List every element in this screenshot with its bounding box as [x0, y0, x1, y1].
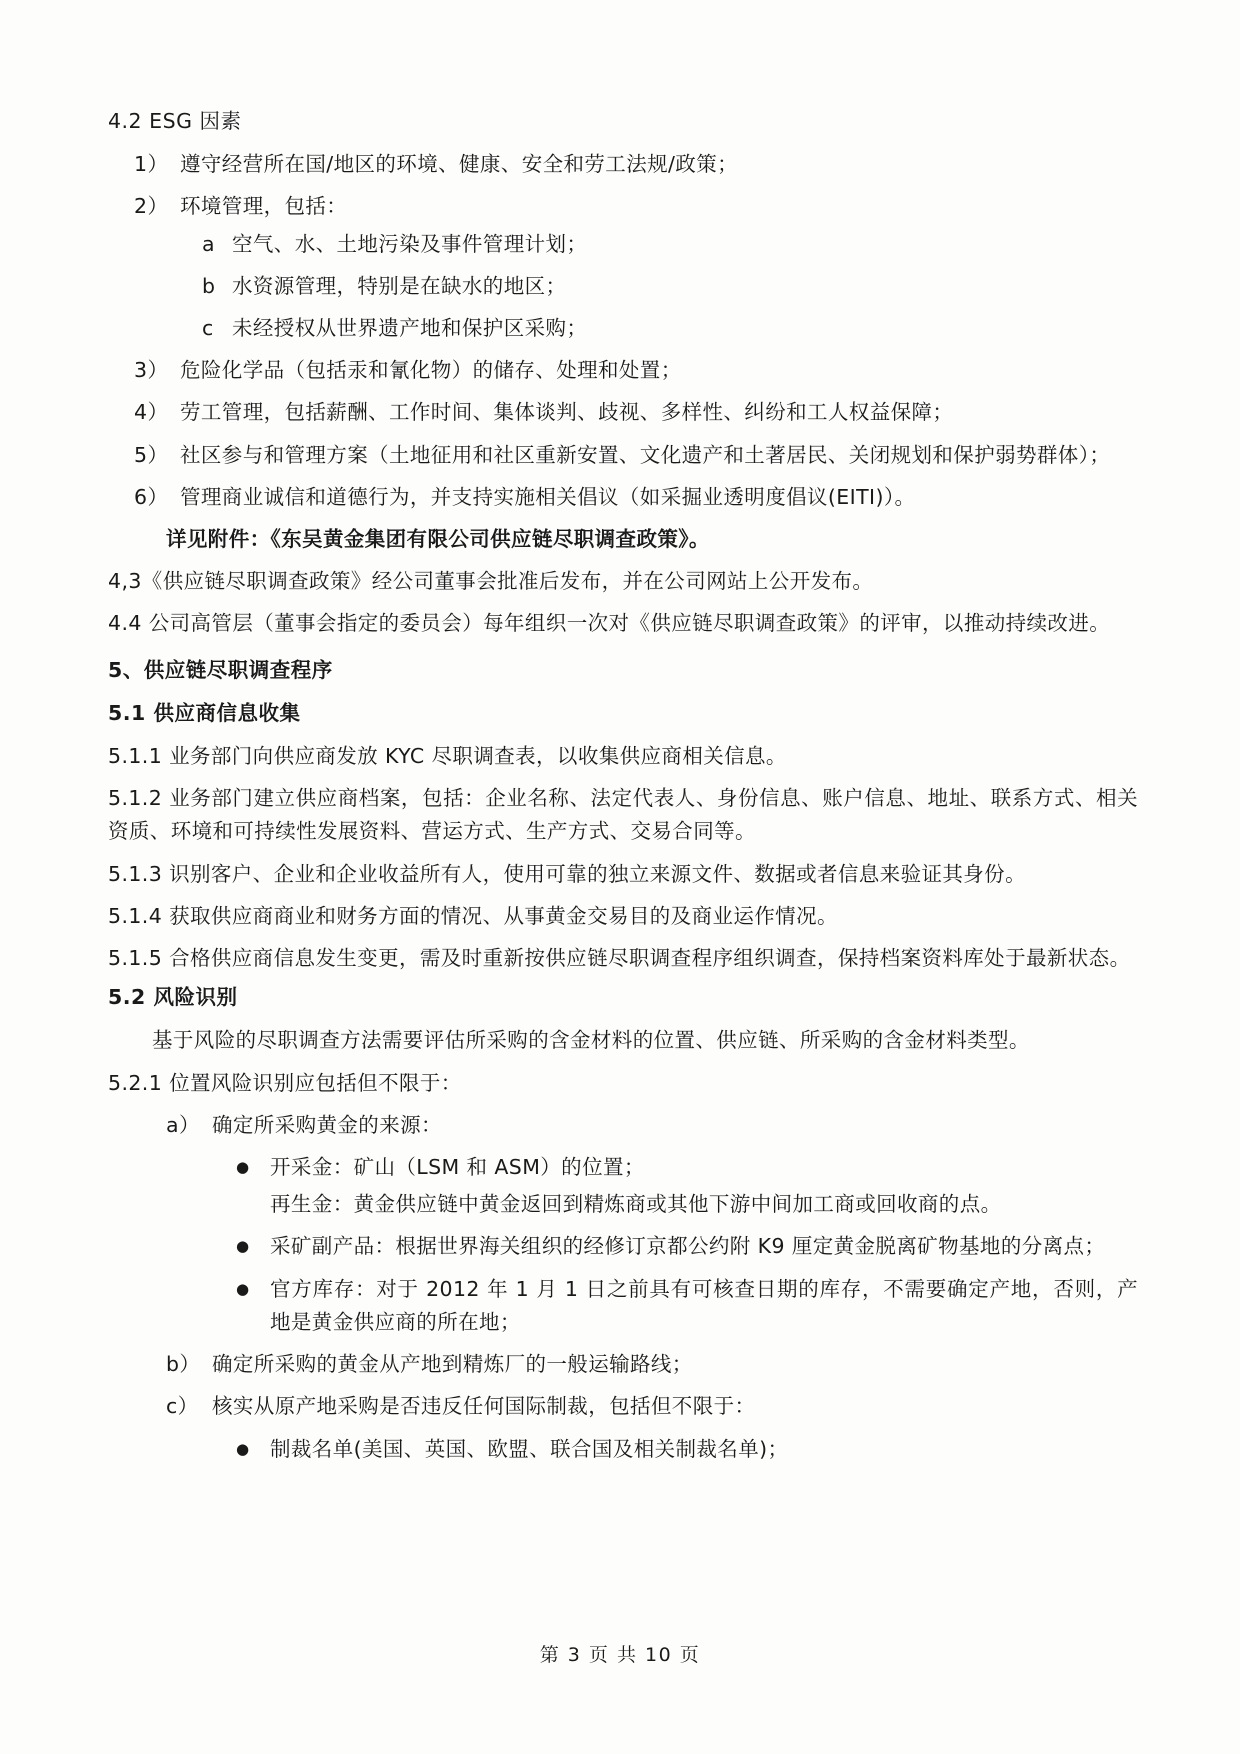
list-item-text: 劳工管理，包括薪酬、工作时间、集体谈判、歧视、多样性、纠纷和工人权益保障；: [180, 400, 954, 425]
paragraph-5-1-4: 5.1.4 获取供应商商业和财务方面的情况、从事黄金交易目的及商业运作情况。: [108, 903, 838, 928]
bullet-item-text: 官方库存：对于 2012 年 1 月 1 日之前具有可核查日期的库存，不需要确定产地，否则，产地是黄金供应商的所在地；: [270, 1276, 1138, 1334]
bullet-item-text: 制裁名单(美国、英国、欧盟、联合国及相关制裁名单)；: [270, 1436, 789, 1461]
bullet-item: [236, 1230, 1138, 1263]
sub-list-marker: a: [202, 231, 215, 256]
bullet-icon: ●: [236, 1439, 250, 1458]
list-marker: 1）: [134, 152, 169, 177]
section-heading-5-1: 5.1 供应商信息收集: [108, 700, 301, 725]
sub-list-item: [202, 270, 1138, 303]
bullet-item-text: 采矿副产品：根据世界海关组织的经修订京都公约附 K9 厘定黄金脱离矿物基地的分离点；: [270, 1234, 1106, 1259]
paragraph-5-1-3: 5.1.3 识别客户、企业和企业收益所有人，使用可靠的独立来源文件、数据或者信息来验证其身份。: [108, 861, 1026, 886]
list-item-text: 危险化学品（包括汞和氰化物）的储存、处理和处置；: [180, 358, 682, 383]
list-marker: 5）: [134, 442, 169, 467]
bullet-icon: ●: [236, 1158, 250, 1177]
list-item: [134, 148, 1138, 181]
page-footer: 第 3 页 共 10 页: [539, 1644, 701, 1666]
bullet-sub-text: 再生金：黄金供应链中黄金返回到精炼商或其他下游中间加工商或回收商的点。: [270, 1192, 1002, 1217]
sub-list-item: [202, 228, 1138, 261]
list-marker: 2）: [134, 194, 169, 219]
bullet-item: [236, 1433, 1138, 1466]
list-item: [134, 354, 1138, 387]
list-item: [134, 481, 1138, 514]
list-marker: 3）: [134, 358, 169, 383]
bullet-icon: ●: [236, 1279, 250, 1298]
list-item-text: 遵守经营所在国/地区的环境、健康、安全和劳工法规/政策；: [180, 152, 739, 177]
section-heading-esg: 4.2 ESG 因素: [108, 109, 242, 133]
paragraph-5-1-5: 5.1.5 合格供应商信息发生变更，需及时重新按供应链尽职调查程序组织调查，保持档案资料库处于最新状态。: [108, 946, 1131, 971]
section-heading-5-2: 5.2 风险识别: [108, 985, 238, 1010]
list-item: [166, 1348, 1138, 1381]
list-item: [134, 396, 1138, 429]
bullet-item: [236, 1151, 1138, 1184]
sub-list-item-text: 水资源管理，特别是在缺水的地区；: [232, 273, 567, 298]
list-item-text: 管理商业诚信和道德行为，并支持实施相关倡议（如采掘业透明度倡议(EITI)）。: [180, 484, 916, 509]
bullet-icon: ●: [236, 1237, 250, 1256]
paragraph-4-3: 4,3《供应链尽职调查政策》经公司董事会批准后发布，并在公司网站上公开发布。: [108, 569, 874, 594]
bullet-item-text: 开采金：矿山（LSM 和 ASM）的位置；: [270, 1155, 645, 1180]
paragraph-5-1-2: 5.1.2 业务部门建立供应商档案，包括：企业名称、法定代表人、身份信息、账户信息、地址、联系方式、相关资质、环境和可持续性发展资料、营运方式、生产方式、交易合同等。: [108, 786, 1138, 844]
list-item-text: 核实从原产地采购是否违反任何国际制裁，包括但不限于：: [212, 1394, 756, 1419]
sub-list-item-text: 空气、水、土地污染及事件管理计划；: [232, 231, 588, 256]
list-item: [166, 1109, 1138, 1142]
document-body: [108, 105, 1138, 1475]
list-marker: c）: [166, 1394, 199, 1419]
list-item-text: 确定所采购黄金的来源：: [212, 1112, 442, 1137]
bullet-item: [236, 1273, 1138, 1339]
list-marker: a）: [166, 1112, 200, 1137]
list-marker: 6）: [134, 484, 169, 509]
paragraph-4-4: 4.4 公司高管层（董事会指定的委员会）每年组织一次对《供应链尽职调查政策》的评审，以推动持续改进。: [108, 611, 1111, 636]
list-item-text: 环境管理，包括：: [180, 194, 348, 219]
section-heading-5: 5、供应链尽职调查程序: [108, 657, 333, 682]
sub-list-item-text: 未经授权从世界遗产地和保护区采购；: [232, 316, 588, 341]
sub-list-marker: b: [202, 273, 216, 298]
sub-list-marker: c: [202, 316, 214, 341]
paragraph-5-1-1: 5.1.1 业务部门向供应商发放 KYC 尽职调查表，以收集供应商相关信息。: [108, 744, 787, 769]
list-marker: b）: [166, 1352, 201, 1377]
paragraph-5-2-1: 5.2.1 位置风险识别应包括但不限于：: [108, 1070, 462, 1095]
attachment-note: 详见附件：《东吴黄金集团有限公司供应链尽职调查政策》。: [166, 527, 710, 552]
list-item-text: 确定所采购的黄金从产地到精炼厂的一般运输路线；: [212, 1352, 693, 1377]
paragraph-5-2-intro: 基于风险的尽职调查方法需要评估所采购的含金材料的位置、供应链、所采购的含金材料类型。: [152, 1028, 1030, 1053]
list-item: [134, 439, 1138, 472]
list-item: [166, 1390, 1138, 1423]
list-item-text: 社区参与和管理方案（土地征用和社区重新安置、文化遗产和土著居民、关闭规划和保护弱势群体）；: [180, 442, 1111, 467]
list-marker: 4）: [134, 400, 169, 425]
list-item: [134, 190, 1138, 223]
sub-list-item: [202, 312, 1138, 345]
